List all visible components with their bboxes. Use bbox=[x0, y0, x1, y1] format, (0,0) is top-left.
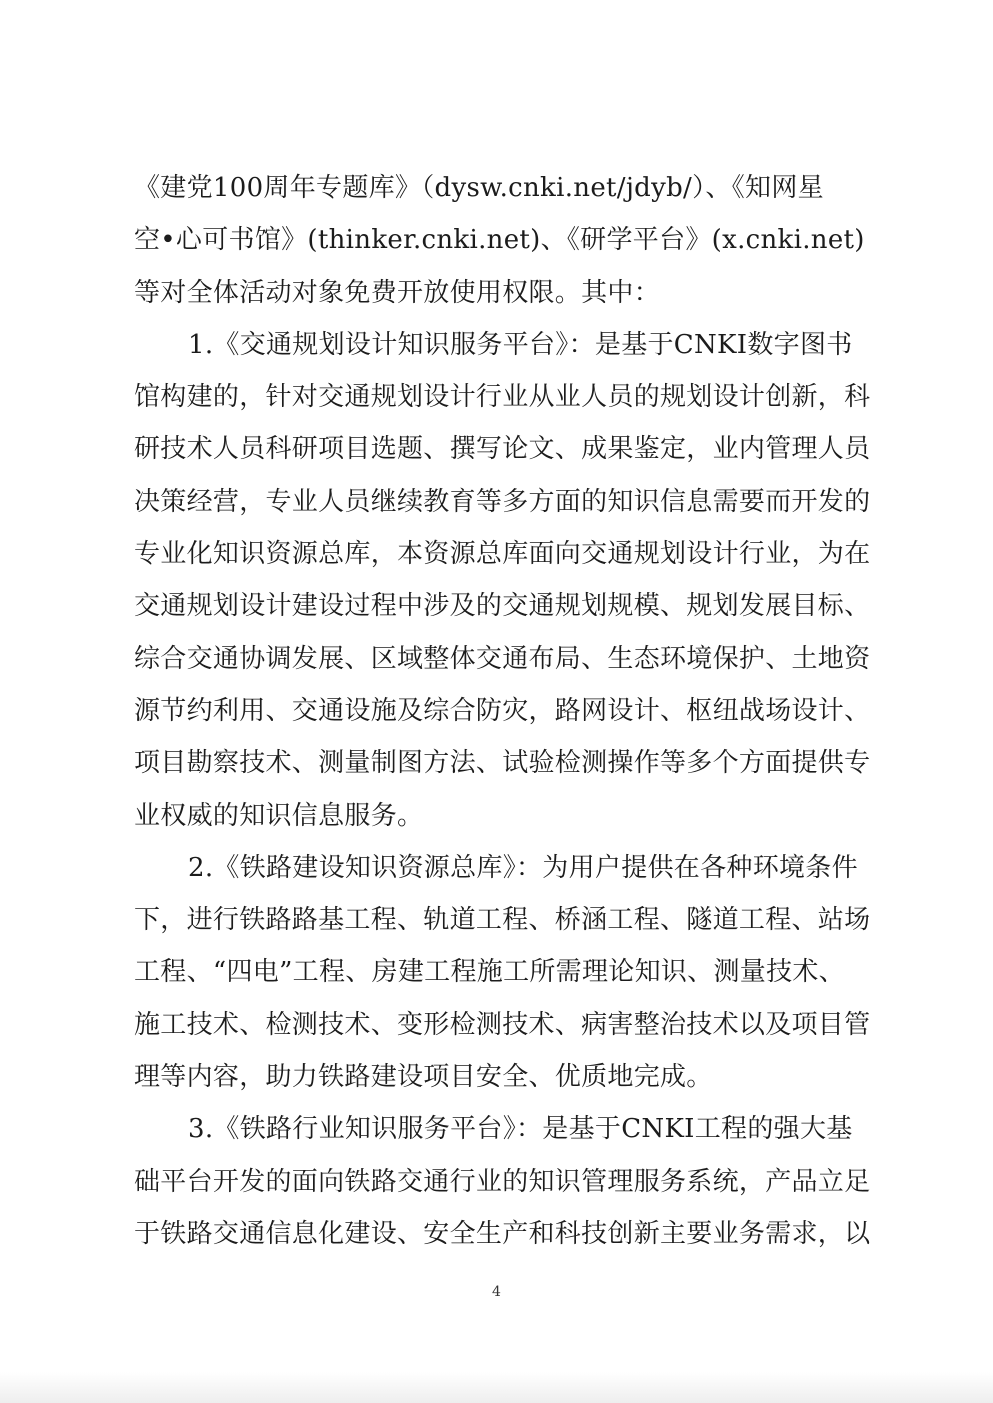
text-line: 施工技术、检测技术、变形检测技术、病害整治技术以及项目管 bbox=[134, 1009, 871, 1040]
body-text bbox=[134, 162, 874, 1260]
text-line: 于铁路交通信息化建设、安全生产和科技创新主要业务需求，以 bbox=[134, 1218, 871, 1249]
text-line: 项目勘察技术、测量制图方法、试验检测操作等多个方面提供专 bbox=[134, 748, 871, 779]
text-line: 专业化知识资源总库，本资源总库面向交通规划设计行业，为在 bbox=[134, 539, 871, 570]
text-line: 研技术人员科研项目选题、撰写论文、成果鉴定，业内管理人员 bbox=[134, 434, 871, 465]
text-line: 馆构建的，针对交通规划设计行业从业人员的规划设计创新，科 bbox=[134, 382, 871, 413]
paragraph-2-start: 2.《铁路建设知识资源总库》：为用户提供在各种环境条件 bbox=[188, 852, 858, 883]
paragraph-3-start: 3.《铁路行业知识服务平台》：是基于CNKI工程的强大基 bbox=[188, 1114, 853, 1145]
text-line: 下，进行铁路路基工程、轨道工程、桥涵工程、隧道工程、站场 bbox=[134, 905, 871, 936]
text-line: 理等内容，助力铁路建设项目安全、优质地完成。 bbox=[134, 1062, 713, 1093]
text-line: 工程、“四电”工程、房建工程施工所需理论知识、测量技术、 bbox=[134, 957, 845, 988]
text-line: 交通规划设计建设过程中涉及的交通规划规模、规划发展目标、 bbox=[134, 591, 871, 622]
text-line: 等对全体活动对象免费开放使用权限。其中： bbox=[134, 277, 661, 308]
page-number: 4 bbox=[492, 1284, 501, 1300]
text-line: 决策经营，专业人员继续教育等多方面的知识信息需要而开发的 bbox=[134, 486, 871, 517]
text-line: 空•心可书馆》(thinker.cnki.net)、《研学平台》(x.cnki.net) bbox=[134, 225, 865, 256]
scan-edge-shadow bbox=[0, 1372, 993, 1403]
text-line: 《建党100周年专题库》（dysw.cnki.net/jdyb/）、《知网星 bbox=[134, 173, 824, 203]
text-line: 综合交通协调发展、区域整体交通布局、生态环境保护、土地资 bbox=[134, 643, 871, 674]
text-line: 源节约利用、交通设施及综合防灾，路网设计、枢纽战场设计、 bbox=[134, 695, 871, 726]
text-line: 础平台开发的面向铁路交通行业的知识管理服务系统，产品立足 bbox=[134, 1166, 871, 1197]
text-line: 业权威的知识信息服务。 bbox=[134, 800, 424, 831]
paragraph-1-start: 1.《交通规划设计知识服务平台》：是基于CNKI数字图书 bbox=[188, 329, 853, 360]
